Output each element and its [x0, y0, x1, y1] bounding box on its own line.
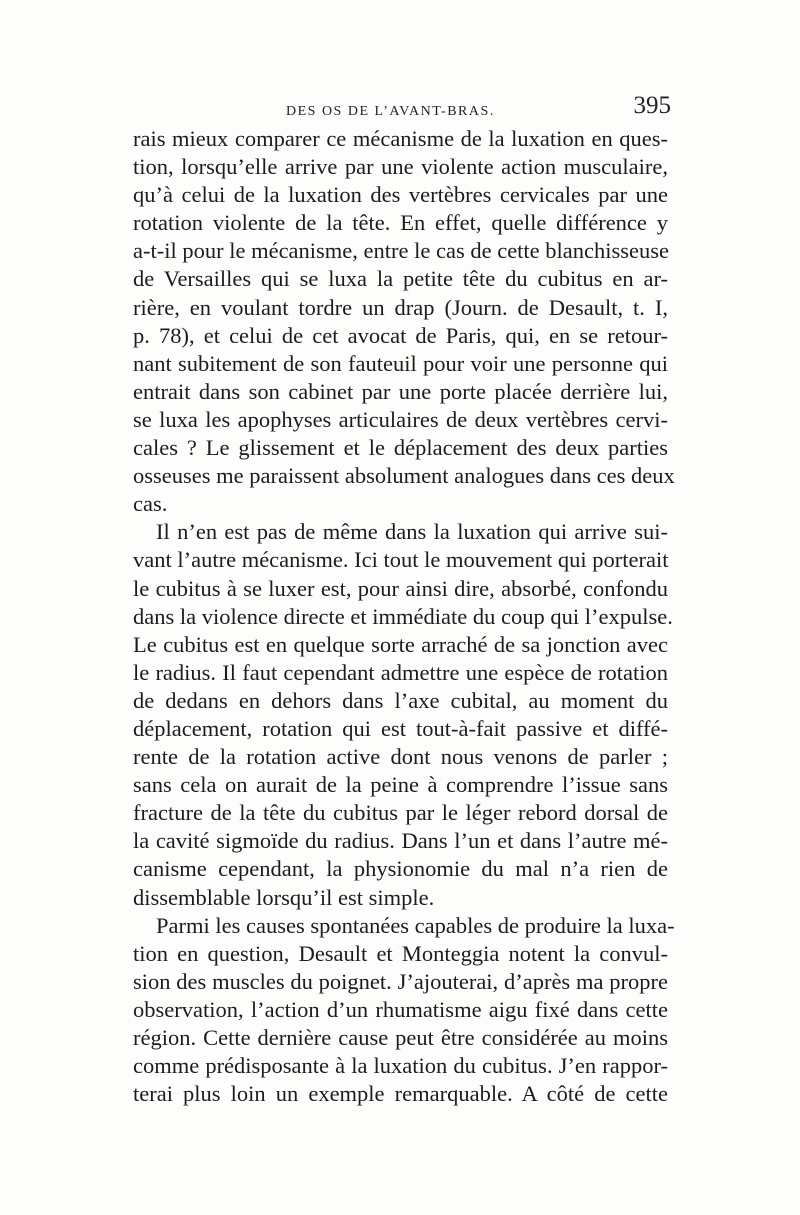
text-line: rière, en voulant tordre un drap (Journ. de Desault, t. I, — [133, 294, 668, 320]
text-line: sans cela on aurait de la peine à comprendre l’issue sans — [133, 772, 668, 798]
text-line: dans la violence directe et immédiate du coup qui l’expulse. — [133, 603, 673, 629]
text-line: dissemblable lorsqu’il est simple. — [133, 884, 435, 910]
text-line: observation, l’action d’un rhumatisme aigu fixé dans cette — [133, 996, 668, 1022]
text-line: a-t-il pour le mécanisme, entre le cas de cette blanchisseuse — [133, 238, 670, 264]
text-line: sion des muscles du poignet. J’ajouterai, d’après ma propre — [133, 968, 668, 994]
text-line: le cubitus à se luxer est, pour ainsi dire, absorbé, confondu — [133, 575, 668, 601]
text-line: se luxa les apophyses articulaires de deux vertèbres cervi- — [133, 406, 668, 432]
page-number: 395 — [633, 92, 671, 119]
body-text — [133, 125, 675, 1108]
text-line: la cavité sigmoïde du radius. Dans l’un et dans l’autre mé- — [133, 828, 668, 854]
running-title: DES OS DE L’AVANT-BRAS. — [286, 104, 495, 119]
text-line: de Versailles qui se luxa la petite tête du cubitus en ar- — [133, 266, 668, 292]
text-line: tion, lorsqu’elle arrive par une violente action musculaire, — [133, 154, 668, 180]
text-line: terai plus loin un exemple remarquable. A côté de cette — [133, 1081, 668, 1107]
text-line: entrait dans son cabinet par une porte placée derrière lui, — [133, 378, 668, 404]
text-line: fracture de la tête du cubitus par le léger rebord dorsal de — [133, 800, 668, 826]
text-line: nant subitement de son fauteuil pour voir une personne qui — [133, 350, 668, 376]
text-line: osseuses me paraissent absolument analogues dans ces deux — [133, 463, 675, 489]
text-line: vant l’autre mécanisme. Ici tout le mouvement qui porterait — [133, 547, 669, 573]
paragraph-start-line: Parmi les causes spontanées capables de produire la luxa- — [156, 912, 675, 938]
text-line: comme prédisposante à la luxation du cubitus. J’en rappor- — [133, 1053, 668, 1079]
text-line: de dedans en dehors dans l’axe cubital, au moment du — [133, 687, 668, 713]
text-line: le radius. Il faut cependant admettre une espèce de rotation — [133, 659, 668, 685]
text-line: région. Cette dernière cause peut être considérée au moins — [133, 1025, 668, 1050]
page-header — [131, 92, 681, 128]
text-line: cales ? Le glissement et le déplacement des deux parties — [133, 435, 668, 461]
text-line: rente de la rotation active dont nous venons de parler ; — [133, 744, 668, 770]
text-line: déplacement, rotation qui est tout-à-fait passive et diffé- — [133, 715, 668, 741]
paragraph-start-line: Il n’en est pas de même dans la luxation qui arrive sui- — [156, 519, 668, 545]
text-line: canisme cependant, la physionomie du mal n’a rien de — [133, 856, 668, 882]
text-line: tion en question, Desault et Monteggia notent la convul- — [133, 940, 668, 966]
text-line: p. 78), et celui de cet avocat de Paris, qui, en se retour- — [133, 322, 668, 348]
text-line: Le cubitus est en quelque sorte arraché de sa jonction avec — [133, 631, 668, 657]
text-line: qu’à celui de la luxation des vertèbres cervicales par une — [133, 182, 668, 208]
text-line: rais mieux comparer ce mécanisme de la luxation en ques- — [133, 126, 668, 151]
text-line: rotation violente de la tête. En effet, quelle différence y — [133, 210, 668, 236]
text-line: cas. — [133, 491, 168, 517]
